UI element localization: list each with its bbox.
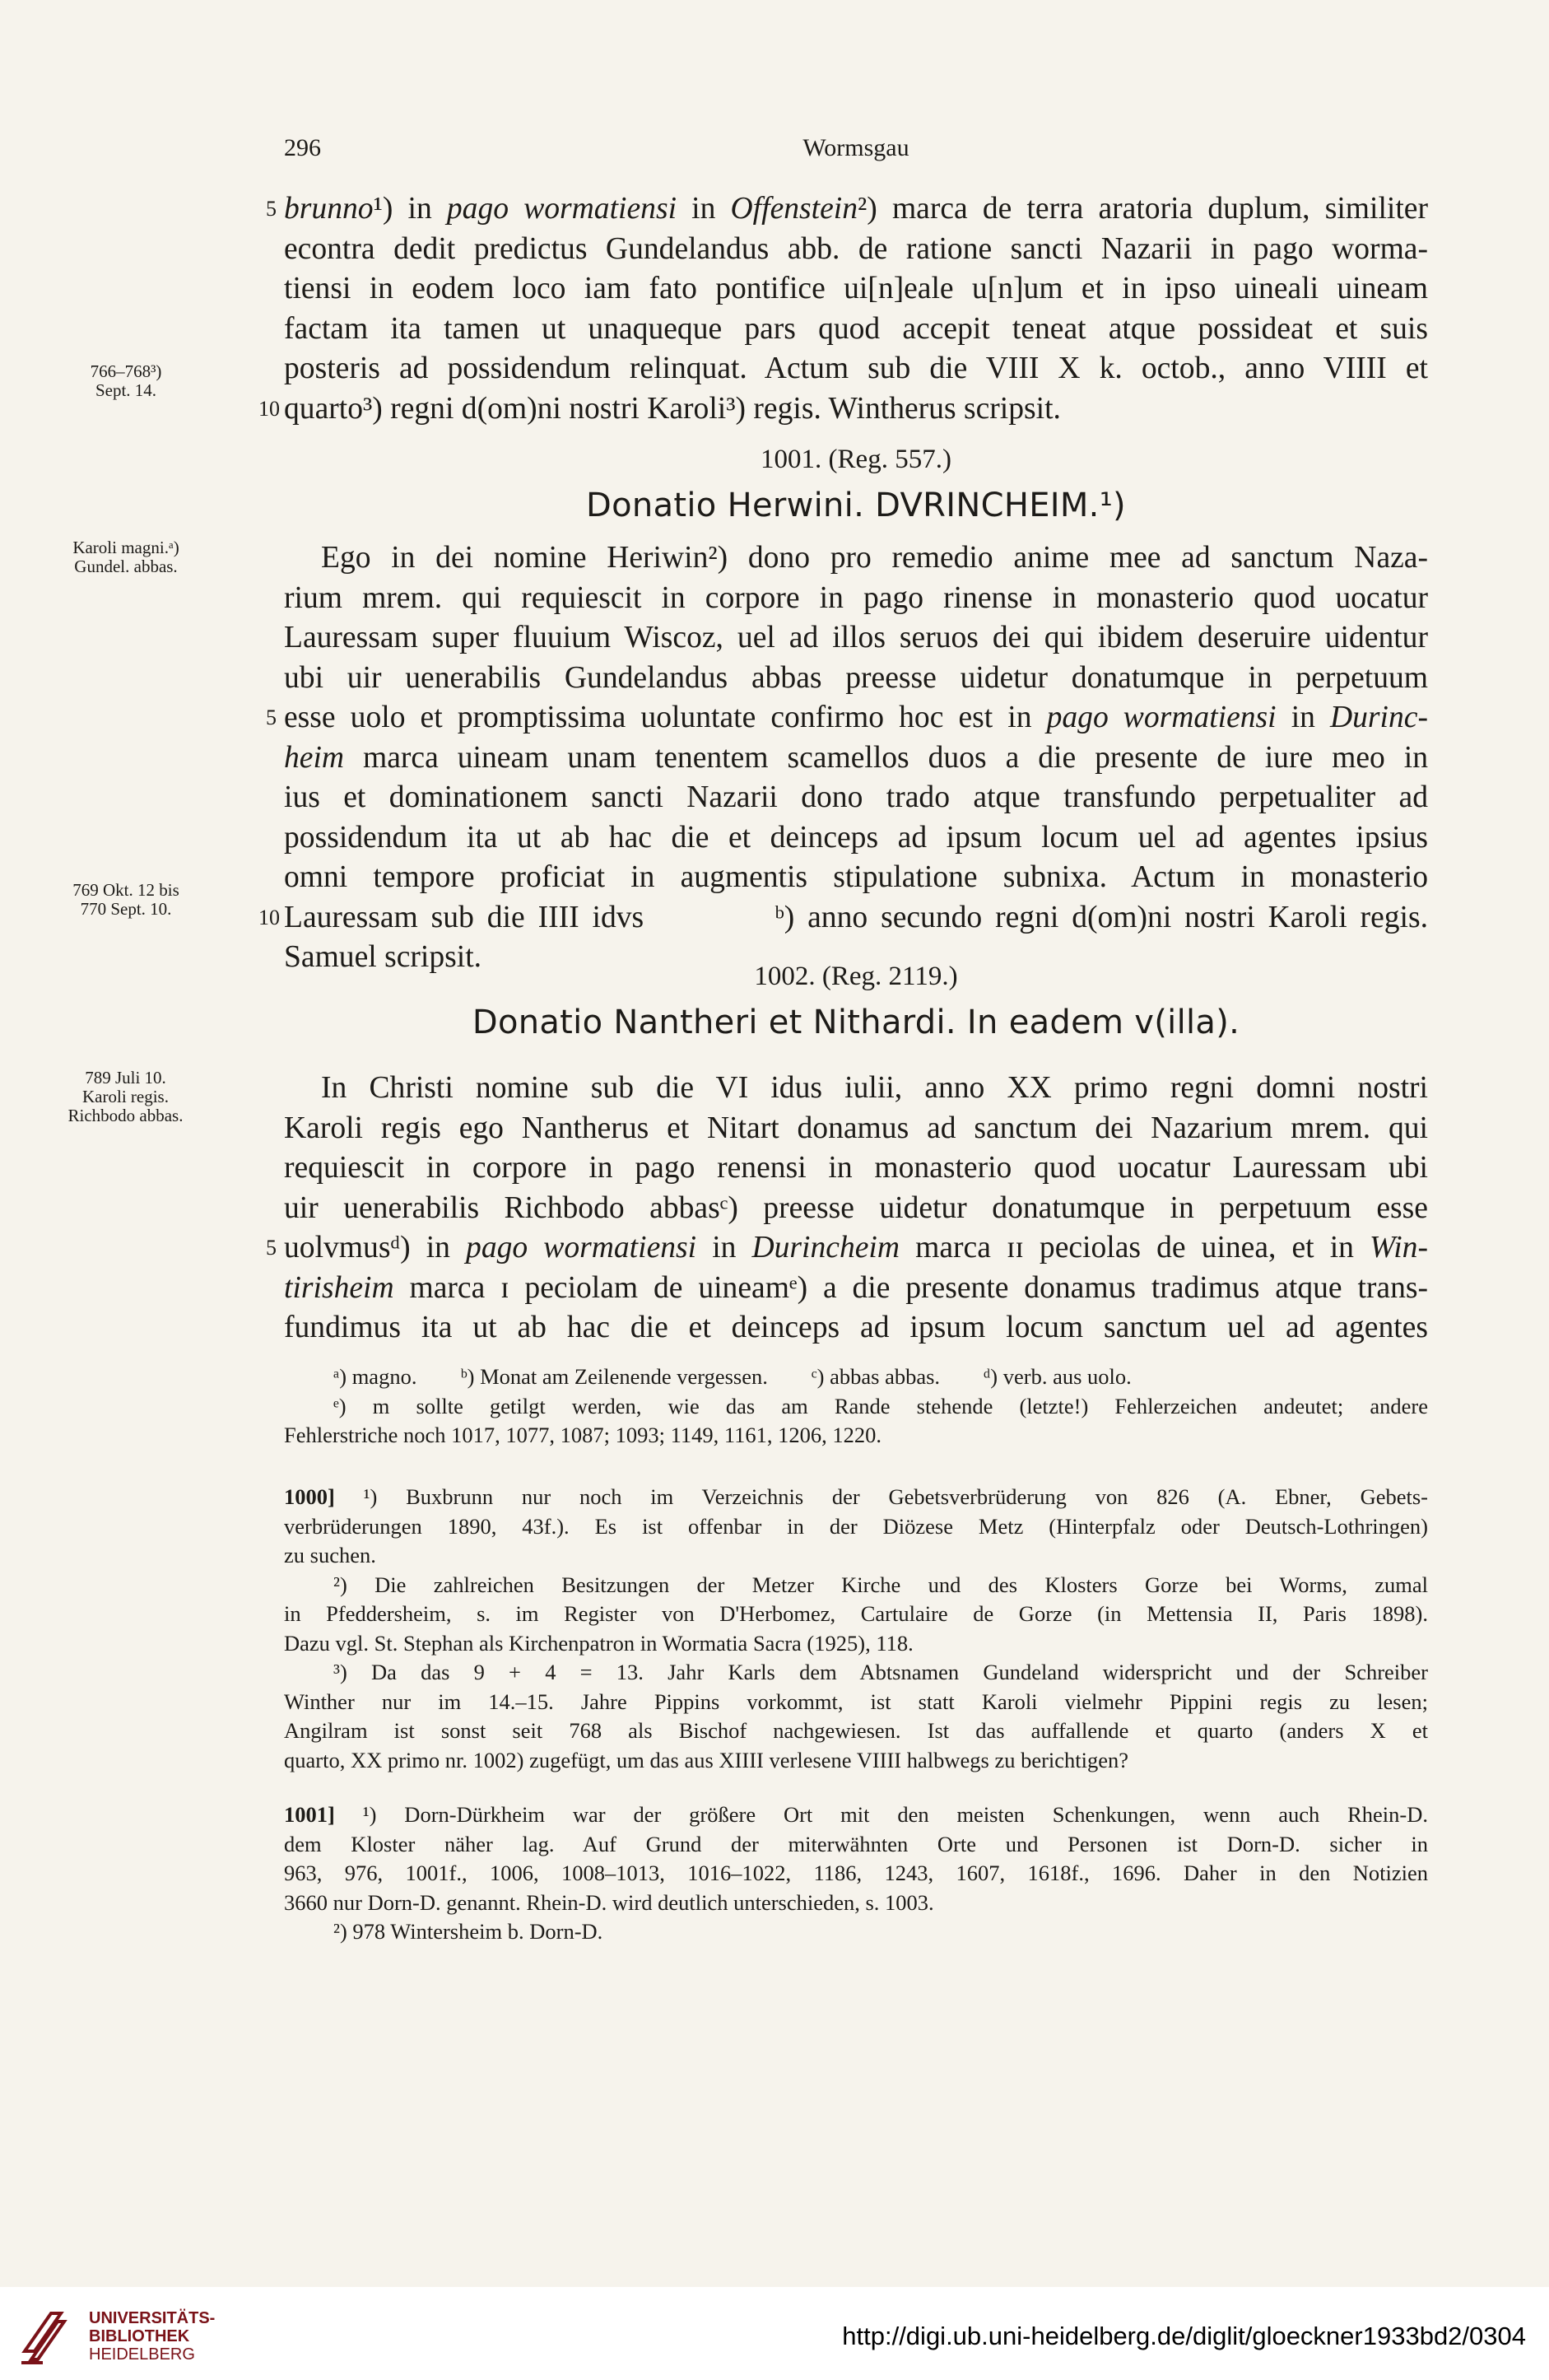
text-line: 10 Lauressam sub die IIII idvs ᵇ) anno secundo regni d(om)ni nostri Karoli regis. bbox=[258, 900, 1428, 934]
margin-note-karoli: Karoli magni.ᵃ) Gundel. abbas. bbox=[72, 538, 179, 576]
critical-apparatus bbox=[284, 1362, 1428, 1451]
text-line: tirisheim marca ɪ peciolam de uineamᵉ) a die presente donamus tradimus atque trans- bbox=[284, 1270, 1428, 1305]
doc-1001-heading bbox=[284, 445, 1428, 524]
doc-1002-text bbox=[266, 1069, 1428, 1348]
footnote-line: dem Kloster näher lag. Auf Grund der miterwähnten Orte und Personen ist Dorn-D. sicher in bbox=[284, 1831, 1428, 1856]
margin-note-date-1: 766–768³) Sept. 14. bbox=[90, 361, 162, 400]
text-line: In Christi nomine sub die VI idus iulii, anno XX primo regni domni nostri bbox=[321, 1071, 1428, 1105]
text-line: 10 quarto³) regni d(om)ni nostri Karoli³) regis. Wintherus scripsit. bbox=[258, 391, 1061, 426]
text-line: omni tempore proficiat in augmentis stipulatione subnixa. Actum in monasterio bbox=[284, 860, 1428, 894]
regest-number: 1001. (Reg. 557.) bbox=[761, 445, 951, 474]
footnote-line: verbrüderungen 1890, 43f.). Es ist offenbar in der Diözese Metz (Hinterpfalz oder Deutsch-Lothringen) bbox=[284, 1513, 1428, 1539]
library-logo-icon bbox=[18, 2302, 67, 2368]
doc-1000-text bbox=[258, 189, 1428, 429]
running-title: Wormsgau bbox=[802, 134, 909, 161]
text-line: Lauressam super fluuium Wiscoz, uel ad illos seruos dei qui ibidem deseruire uidentur bbox=[284, 621, 1428, 654]
footnote-line: 1000] ¹) Buxbrunn nur noch im Verzeichnis der Gebetsverbrüderung von 826 (A. Ebner, Gebets- bbox=[284, 1484, 1428, 1509]
text-line: posteris ad possidendum relinquat. Actum sub die VIII X k. octob., anno VIIII et bbox=[284, 352, 1428, 385]
text-line: heim marca uineam unam tenentem scamellos duos a die presente de iure meo in bbox=[284, 740, 1428, 775]
footnote-line: Dazu vgl. St. Stephan als Kirchenpatron in Wormatia Sacra (1925), 118. bbox=[284, 1630, 914, 1656]
footnote-line: 1001] ¹) Dorn-Dürkheim war der größere Ort mit den meisten Schenkungen, wenn auch Rhein-D. bbox=[284, 1802, 1428, 1827]
text-line: Karoli regis ego Nantherus et Nitart donamus ad sanctum dei Nazarium mrem. qui bbox=[284, 1111, 1428, 1145]
text-line: 5 uolvmusᵈ) in pago wormatiensi in Durincheim marca ɪɪ peciolas de uinea, et in Win- bbox=[266, 1231, 1428, 1265]
text-line: possidendum ita ut ab hac die et deinceps ad ipsum locum uel ad agentes ipsius bbox=[284, 820, 1428, 855]
doc-1001-text bbox=[258, 538, 1428, 978]
document-title: Donatio Herwini. DVRINCHEIM.¹) bbox=[586, 487, 1126, 524]
footnote-line: Winther nur im 14.–15. Jahre Pippins vorkommt, ist statt Karoli vielmehr Pippini regis zu lesen; bbox=[284, 1688, 1428, 1714]
apparatus-line: ᵃ) magno. ᵇ) Monat am Zeilenende vergessen. ᶜ) abbas abbas. ᵈ) verb. aus uolo. bbox=[333, 1364, 1132, 1389]
footnotes-1001 bbox=[284, 1800, 1428, 1947]
regest-number: 1002. (Reg. 2119.) bbox=[754, 962, 958, 991]
text-line: rium mrem. qui requiescit in corpore in pago rinense in monasterio quod uocatur bbox=[284, 580, 1428, 615]
footer-bar bbox=[0, 2287, 1549, 2380]
footnote-line: quarto, XX primo nr. 1002) zugefügt, um das aus XIIII verlesene VIIII halbwegs zu berichtigen? bbox=[284, 1747, 1129, 1772]
footnote-line: 963, 976, 1001f., 1006, 1008–1013, 1016–1022, 1186, 1243, 1607, 1618f., 1696. Daher in den Notizien bbox=[284, 1861, 1428, 1885]
footnote-line: in Pfeddersheim, s. im Register von D'Herbomez, Cartulaire de Gorze (in Mettensia II, Paris 1898). bbox=[284, 1601, 1428, 1626]
page-header bbox=[284, 134, 1428, 167]
text-line: Ego in dei nomine Heriwin²) dono pro remedio anime mee ad sanctum Naza- bbox=[321, 541, 1428, 575]
text-line: 5 brunno¹) in pago wormatiensi in Offenstein²) marca de terra aratoria duplum, similiter bbox=[266, 192, 1428, 226]
page-number: 296 bbox=[284, 134, 321, 161]
text-line: tiensi in eodem loco iam fato pontifice ui[n]eale u[n]um et in ipso uineali uineam bbox=[284, 272, 1428, 305]
text-line: ius et dominationem sancti Nazarii dono trado atque transfundo perpetualiter ad bbox=[284, 780, 1428, 814]
footnote-line: ²) 978 Wintersheim b. Dorn-D. bbox=[333, 1919, 603, 1944]
text-line: 5 esse uolo et promptissima uoluntate confirmo hoc est in pago wormatiensi in Durinc- bbox=[266, 701, 1428, 734]
footnote-line: ²) Die zahlreichen Besitzungen der Metzer Kirche und des Klosters Gorze bei Worms, zumal bbox=[333, 1572, 1428, 1597]
footnote-line: ³) Da das 9 + 4 = 13. Jahr Karls dem Abtsnamen Gundeland widerspricht und der Schreiber bbox=[333, 1660, 1428, 1684]
text-line: requiescit in corpore in pago renensi in monasterio quod uocatur Lauressam ubi bbox=[284, 1151, 1428, 1185]
text-line: econtra dedit predictus Gundelandus abb. de ratione sancti Nazarii in pago worma- bbox=[284, 231, 1428, 266]
text-line: ubi uir uenerabilis Gundelandus abbas preesse uidetur donatumque in perpetuum bbox=[284, 660, 1428, 695]
doc-1002-heading bbox=[284, 962, 1428, 1041]
text-line: uir uenerabilis Richbodo abbasᶜ) preesse uidetur donatumque in perpetuum esse bbox=[284, 1190, 1428, 1225]
text-line: factam ita tamen ut unaqueque pars quod accepit teneat atque possideat et suis bbox=[284, 311, 1428, 346]
margin-note-date-3: 789 Juli 10. Karoli regis. Richbodo abbas. bbox=[67, 1068, 184, 1125]
document-title: Donatio Nantheri et Nithardi. In eadem v(illa). bbox=[472, 1004, 1240, 1041]
text-line: fundimus ita ut ab hac die et deinceps ad ipsum locum sanctum uel ad agentes bbox=[284, 1311, 1428, 1344]
digital-library-link[interactable]: http://digi.ub.uni-heidelberg.de/diglit/gloeckner1933bd2/0304 bbox=[842, 2322, 1526, 2350]
library-name: UNIVERSITÄTS- BIBLIOTHEK HEIDELBERG bbox=[89, 2309, 216, 2364]
footnote-line: Angilram ist sonst seit 768 als Bischof nachgewiesen. Ist das auffallende et quarto (anders X et bbox=[284, 1718, 1428, 1743]
footnote-line: zu suchen. bbox=[284, 1543, 376, 1567]
margin-note-date-2: 769 Okt. 12 bis 770 Sept. 10. bbox=[72, 880, 179, 919]
apparatus-line: ᵉ) m sollte getilgt werden, wie das am Rande stehende (letzte!) Fehlerzeichen andeutet; andere bbox=[333, 1393, 1428, 1418]
footnote-line: 3660 nur Dorn-D. genannt. Rhein-D. wird deutlich unterschieden, s. 1003. bbox=[284, 1889, 934, 1915]
text-line: Samuel scripsit. bbox=[284, 940, 482, 974]
apparatus-line: Fehlerstriche noch 1017, 1077, 1087; 1093; 1149, 1161, 1206, 1220. bbox=[284, 1423, 881, 1447]
footnotes-1000 bbox=[284, 1483, 1428, 1775]
